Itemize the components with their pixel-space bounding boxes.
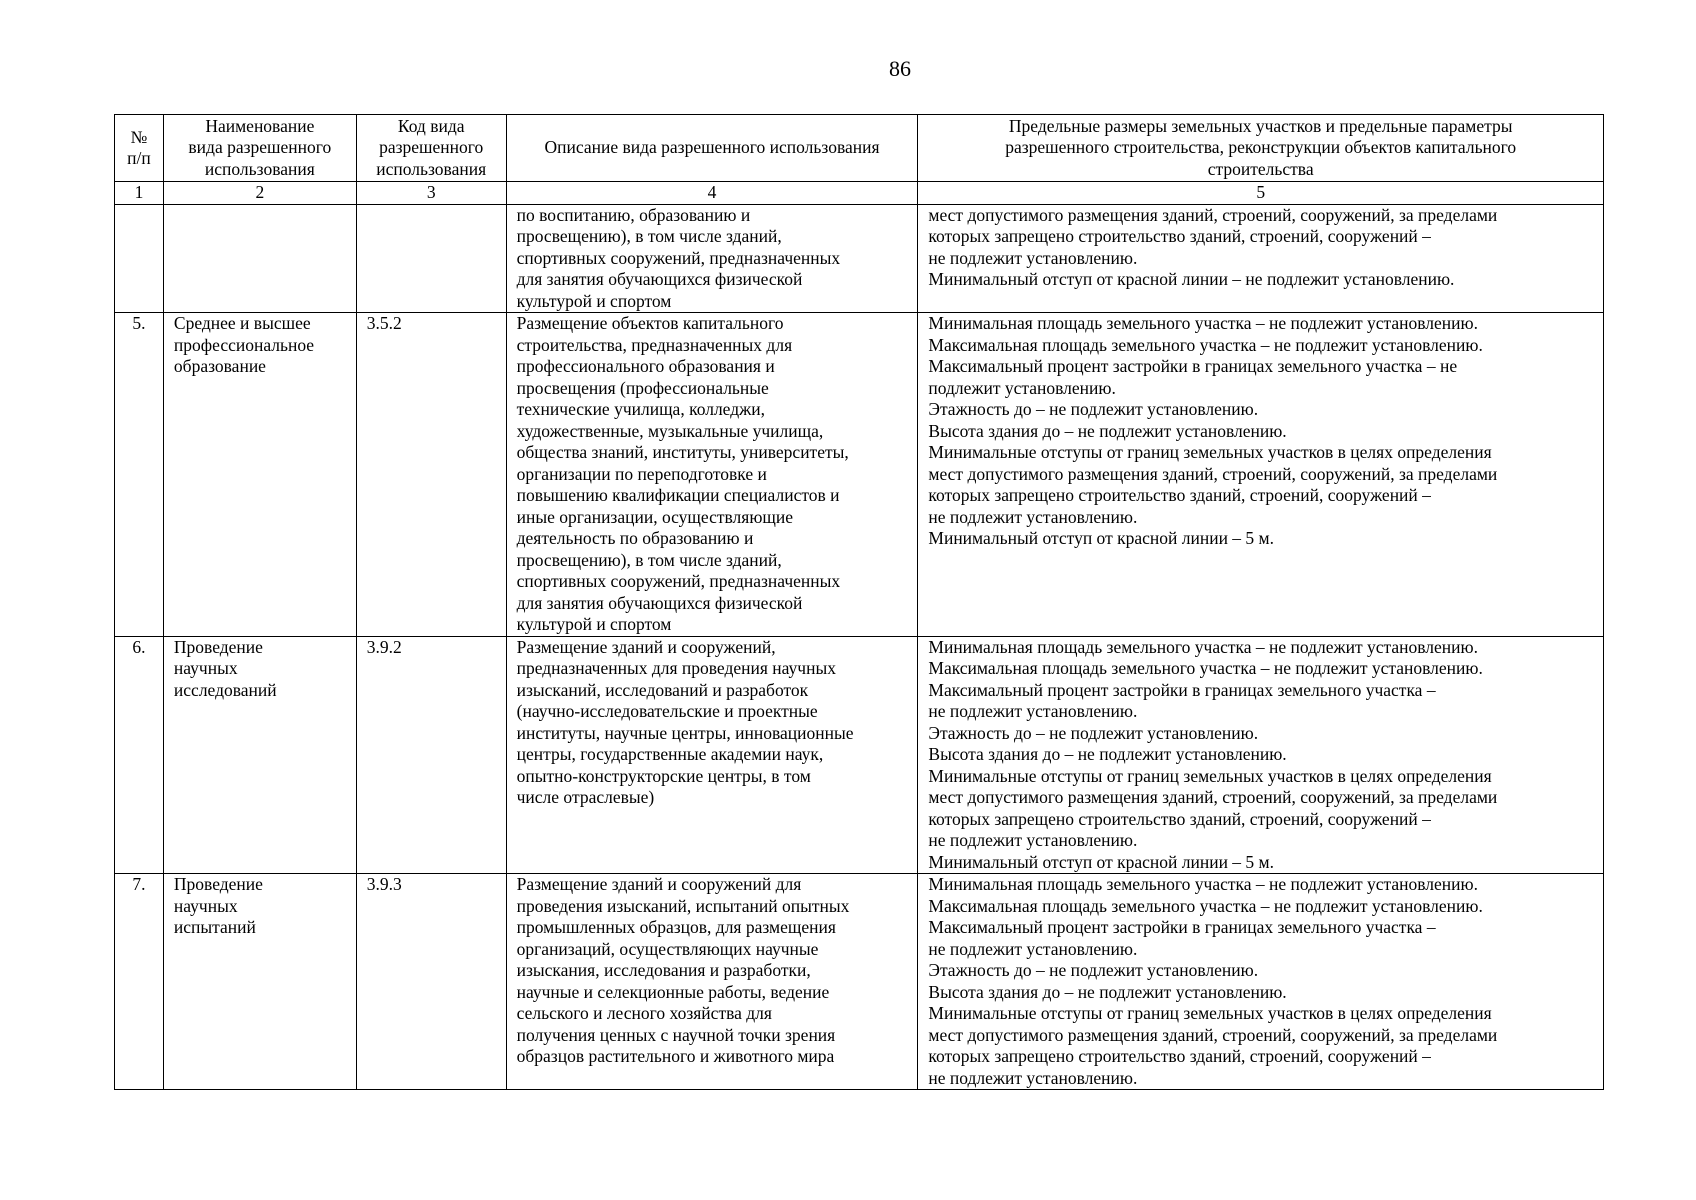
table-body — [115, 204, 1604, 1090]
text-line: Код вида — [397, 115, 465, 136]
usage-name — [163, 204, 356, 313]
text-line: мест допустимого размещения зданий, строений, сооружений, за пределами — [928, 463, 1498, 484]
text-line: Проведение — [173, 636, 263, 657]
usage-limits — [918, 636, 1604, 874]
table-row — [115, 313, 1604, 637]
usage-code: 3.5.2 — [356, 313, 506, 637]
usage-code — [356, 204, 506, 313]
text-line: иные организации, осуществляющие — [516, 506, 794, 527]
text-line: Этажность до – не подлежит установлению. — [928, 399, 1259, 419]
text-line: образование — [173, 356, 266, 376]
text-line: для занятия обучающихся физической — [516, 592, 803, 613]
text-line: № — [130, 126, 148, 147]
text-line: Максимальная площадь земельного участка – не подлежит установлению. — [928, 658, 1483, 678]
text-line: спортивных сооружений, предназначенных — [516, 571, 841, 591]
usage-description — [506, 204, 918, 313]
text-line: центры, государственные академии наук, — [516, 744, 824, 764]
text-line: сельского и лесного хозяйства для — [516, 1003, 772, 1023]
header-name — [163, 115, 356, 182]
text-line: которых запрещено строительство зданий, строений, сооружений – — [928, 1046, 1431, 1066]
text-line: которых запрещено строительство зданий, строений, сооружений – — [928, 808, 1431, 829]
usage-name — [163, 874, 356, 1090]
usage-limits — [918, 874, 1604, 1090]
usage-description — [506, 636, 918, 874]
row-number: 5. — [115, 313, 164, 637]
text-line: мест допустимого размещения зданий, строений, сооружений, за пределами — [928, 787, 1498, 807]
text-line: организации по переподготовке и — [516, 463, 767, 484]
header-description — [506, 115, 918, 182]
header-code — [356, 115, 506, 182]
text-line: числе отраслевые) — [516, 787, 655, 807]
text-line: Высота здания до – не подлежит установлению. — [928, 420, 1287, 441]
text-line: Минимальные отступы от границ земельных участков в целях определения — [928, 1003, 1492, 1023]
text-line: (научно-исследовательские и проектные — [516, 701, 818, 721]
land-use-table — [114, 114, 1604, 1090]
text-line: которых запрещено строительство зданий, строений, сооружений – — [928, 226, 1431, 246]
column-number: 5 — [918, 182, 1604, 205]
text-line: вида разрешенного — [188, 137, 332, 158]
text-line: п/п — [127, 148, 151, 168]
row-number — [115, 204, 164, 313]
text-line: опытно-конструкторские центры, в том — [516, 765, 811, 786]
text-line: Минимальный отступ от красной линии – 5 м. — [928, 851, 1275, 872]
column-number: 1 — [115, 182, 164, 205]
text-line: использования — [376, 158, 487, 179]
text-line: художественные, музыкальные училища, — [516, 420, 824, 441]
column-number: 3 — [356, 182, 506, 205]
text-line: профессиональное — [173, 334, 315, 355]
text-line: не подлежит установлению. — [928, 830, 1138, 850]
text-line: технические училища, колледжи, — [516, 399, 765, 419]
text-line: Минимальный отступ от красной линии – 5 м. — [928, 528, 1275, 548]
text-line: по воспитанию, образованию и — [516, 204, 751, 225]
text-line: Размещение зданий и сооружений для — [516, 874, 802, 894]
text-line: Размещение зданий и сооружений, — [516, 636, 776, 657]
text-line: подлежит установлению. — [928, 377, 1116, 398]
text-line: которых запрещено строительство зданий, строений, сооружений – — [928, 485, 1431, 505]
page-number: 86 — [889, 56, 911, 81]
text-line: научных — [173, 658, 238, 678]
text-line: Предельные размеры земельных участков и предельные параметры — [1008, 115, 1513, 136]
text-line: Высота здания до – не подлежит установлению. — [928, 981, 1287, 1002]
text-line: разрешенного строительства, реконструкции объектов капитального — [1005, 137, 1517, 158]
text-line: не подлежит установлению. — [928, 701, 1138, 721]
table-row — [115, 204, 1604, 313]
usage-description — [506, 313, 918, 637]
usage-limits — [918, 204, 1604, 313]
text-line: не подлежит установлению. — [928, 506, 1138, 527]
text-line: предназначенных для проведения научных — [516, 658, 836, 678]
usage-limits — [918, 313, 1604, 637]
text-line: образцов растительного и животного мира — [516, 1046, 835, 1066]
text-line: Минимальные отступы от границ земельных участков в целях определения — [928, 442, 1492, 462]
text-line: Среднее и высшее — [173, 313, 311, 333]
text-line: строительства — [1207, 158, 1314, 179]
text-line: исследований — [173, 679, 277, 700]
text-line: культурой и спортом — [516, 614, 672, 634]
text-line: изыскания, исследования и разработки, — [516, 960, 811, 980]
row-number: 6. — [115, 636, 164, 874]
text-line: спортивных сооружений, предназначенных — [516, 247, 841, 268]
text-line: Этажность до – не подлежит установлению. — [928, 722, 1259, 743]
text-line: деятельность по образованию и — [516, 528, 754, 548]
usage-name — [163, 636, 356, 874]
text-line: просвещению), в том числе зданий, — [516, 549, 782, 570]
text-line: Минимальные отступы от границ земельных участков в целях определения — [928, 765, 1492, 786]
text-line: Этажность до – не подлежит установлению. — [928, 960, 1259, 980]
text-line: не подлежит установлению. — [928, 938, 1138, 959]
text-line: Минимальная площадь земельного участка – не подлежит установлению. — [928, 636, 1478, 657]
text-line: научных — [173, 895, 238, 916]
text-line: Размещение объектов капитального — [516, 313, 784, 333]
text-line: использования — [204, 158, 315, 179]
text-line: Максимальный процент застройки в границах земельного участка – — [928, 917, 1436, 937]
text-line: Минимальная площадь земельного участка – не подлежит установлению. — [928, 313, 1478, 333]
text-line: не подлежит установлению. — [928, 247, 1138, 268]
text-line: Максимальный процент застройки в границах земельного участка – не — [928, 356, 1458, 376]
text-line: Минимальный отступ от красной линии – не подлежит установлению. — [928, 269, 1455, 289]
text-line: Наименование — [205, 115, 315, 136]
text-line: получения ценных с научной точки зрения — [516, 1024, 836, 1045]
row-number: 7. — [115, 874, 164, 1090]
text-line: культурой и спортом — [516, 290, 672, 311]
text-line: профессионального образования и — [516, 356, 775, 376]
text-line: промышленных образцов, для размещения — [516, 917, 836, 937]
usage-name — [163, 313, 356, 637]
text-line: Минимальная площадь земельного участка – не подлежит установлению. — [928, 874, 1478, 894]
text-line: Максимальный процент застройки в границах земельного участка – — [928, 679, 1436, 700]
text-line: Высота здания до – не подлежит установлению. — [928, 744, 1287, 764]
text-line: общества знаний, институты, университеты, — [516, 442, 849, 462]
column-number: 2 — [163, 182, 356, 205]
text-line: проведения изысканий, испытаний опытных — [516, 895, 850, 916]
text-line: мест допустимого размещения зданий, строений, сооружений, за пределами — [928, 204, 1498, 225]
text-line: повышению квалификации специалистов и — [516, 485, 840, 505]
table-header-row — [115, 115, 1604, 182]
text-line: Описание вида разрешенного использования — [544, 137, 880, 158]
text-line: мест допустимого размещения зданий, строений, сооружений, за пределами — [928, 1024, 1498, 1045]
text-line: научные и селекционные работы, ведение — [516, 981, 830, 1002]
text-line: Максимальная площадь земельного участка – не подлежит установлению. — [928, 334, 1483, 355]
table-row — [115, 874, 1604, 1090]
text-line: для занятия обучающихся физической — [516, 269, 803, 289]
text-line: Максимальная площадь земельного участка – не подлежит установлению. — [928, 895, 1483, 916]
column-numbers-row — [115, 182, 1604, 205]
header-limits — [918, 115, 1604, 182]
text-line: организаций, осуществляющих научные — [516, 938, 819, 959]
text-line: Проведение — [173, 874, 263, 894]
usage-code: 3.9.3 — [356, 874, 506, 1090]
table-row — [115, 636, 1604, 874]
usage-code: 3.9.2 — [356, 636, 506, 874]
column-number: 4 — [506, 182, 918, 205]
text-line: разрешенного — [379, 137, 484, 158]
usage-description — [506, 874, 918, 1090]
text-line: строительства, предназначенных для — [516, 334, 793, 355]
text-line: испытаний — [173, 917, 256, 937]
header-num — [115, 115, 164, 182]
text-line: просвещению), в том числе зданий, — [516, 226, 782, 246]
text-line: изысканий, исследований и разработок — [516, 679, 809, 700]
text-line: просвещения (профессиональные — [516, 377, 769, 398]
text-line: институты, научные центры, инновационные — [516, 722, 854, 743]
text-line: не подлежит установлению. — [928, 1067, 1138, 1088]
